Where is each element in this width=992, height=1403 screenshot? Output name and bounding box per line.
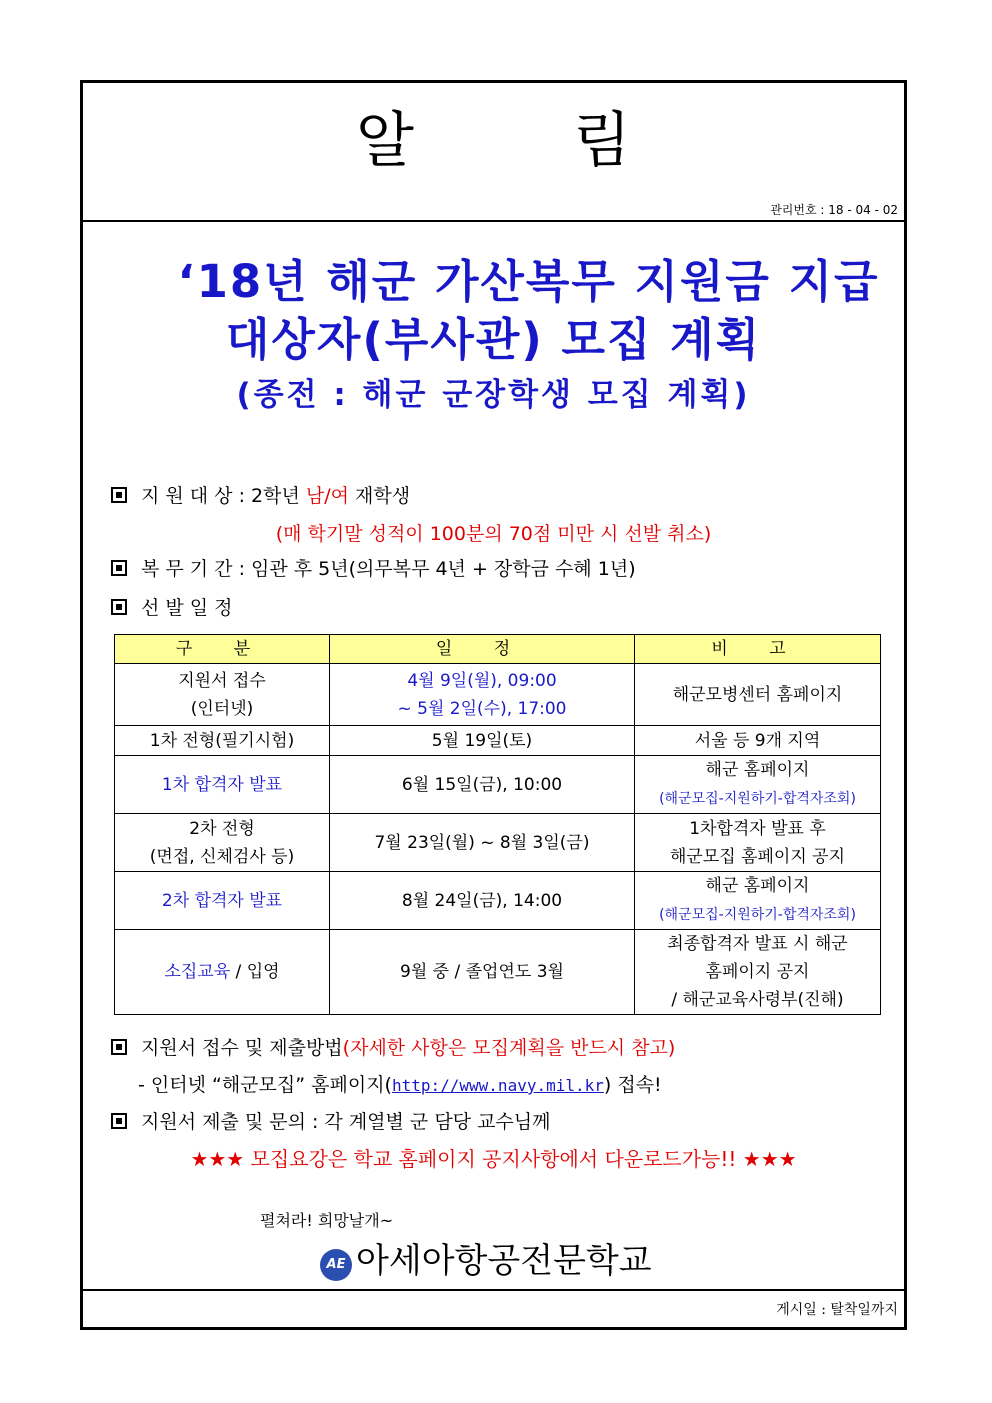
target-gender: 남/여: [305, 485, 349, 507]
notice-frame: [80, 80, 907, 1330]
header-date: 일 정: [330, 635, 635, 664]
row-date: 7월 23일(월) ~ 8월 3일(금): [330, 814, 635, 872]
header-remark: 비 고: [635, 635, 881, 664]
row-remark: 1차합격자 발표 후 해군모집 홈페이지 공지: [635, 814, 881, 872]
navy-homepage-link[interactable]: http://www.navy.mil.kr: [391, 1076, 604, 1095]
target-rest: 재학생: [348, 485, 411, 507]
square-bullet-icon: [111, 1113, 127, 1129]
row-category: 소집교육 / 입영: [115, 930, 330, 1015]
service-item: [111, 554, 636, 581]
square-bullet-icon: [111, 1039, 127, 1055]
row-date: 5월 19일(토): [330, 726, 635, 756]
posting-period: 게시일 : 탈착일까지: [776, 1302, 898, 1318]
row-date: 4월 9일(월), 09:00 ~ 5월 2일(수), 17:00: [330, 664, 635, 726]
square-bullet-icon: [111, 599, 127, 615]
row-category: 2차 전형 (면접, 신체검사 등): [115, 814, 330, 872]
main-title: [83, 253, 904, 421]
main-title-line2: 대상자(부사관) 모집 계획: [225, 313, 762, 366]
table-row: [115, 664, 881, 726]
notice-header: [83, 83, 904, 222]
slogan: 펼쳐라! 희망날개~: [260, 1211, 394, 1230]
row-remark: 해군 홈페이지 (해군모집-지원하기-합격자조회): [635, 872, 881, 930]
row-remark: 해군 홈페이지 (해군모집-지원하기-합격자조회): [635, 756, 881, 814]
submit-item: [111, 1033, 675, 1060]
service-text: 복 무 기 간 : 임관 후 5년(의무복무 4년 + 장학금 수혜 1년): [141, 558, 636, 580]
square-bullet-icon: [111, 560, 127, 576]
main-title-line3: (종전 : 해군 군장학생 모집 계획): [236, 377, 751, 413]
table-row: [115, 726, 881, 756]
schedule-table: [114, 634, 881, 1015]
row-category: 1차 전형(필기시험): [115, 726, 330, 756]
download-notice: ★★★ 모집요강은 학교 홈페이지 공지사항에서 다운로드가능!! ★★★: [190, 1147, 797, 1171]
inquiry-text: 지원서 제출 및 문의 : 각 계열별 군 담당 교수님께: [141, 1111, 551, 1133]
table-header-row: [115, 635, 881, 664]
table-row: [115, 756, 881, 814]
square-bullet-icon: [111, 487, 127, 503]
schedule-label: 선 발 일 정: [141, 597, 233, 619]
school-name: 아세아항공전문학교: [356, 1241, 652, 1281]
row-remark: 최종합격자 발표 시 해군 홈페이지 공지 / 해군교육사령부(진해): [635, 930, 881, 1015]
row-date: 6월 15일(금), 10:00: [330, 756, 635, 814]
row-date: 8월 24일(금), 14:00: [330, 872, 635, 930]
row-remark: 해군모병센터 홈페이지: [635, 664, 881, 726]
table-row: [115, 872, 881, 930]
submit-subitem: - 인터넷 “해군모집” 홈페이지(http://www.navy.mil.kr) 접속!: [138, 1074, 662, 1096]
target-label: 지 원 대 상 : 2학년: [141, 485, 306, 507]
row-date: 9월 중 / 졸업연도 3월: [330, 930, 635, 1015]
submit-note: (자세한 사항은 모집계획을 반드시 참고): [342, 1037, 676, 1059]
table-row: [115, 930, 881, 1015]
school-logo-icon: AE: [320, 1249, 352, 1281]
row-category: 2차 합격자 발표: [115, 872, 330, 930]
row-remark: 서울 등 9개 지역: [635, 726, 881, 756]
table-row: [115, 814, 881, 872]
header-category: 구 분: [115, 635, 330, 664]
row-category: 지원서 접수 (인터넷): [115, 664, 330, 726]
row-category: 1차 합격자 발표: [115, 756, 330, 814]
target-item: [111, 481, 410, 508]
schedule-item: [111, 593, 233, 620]
management-number: 관리번호 : 18 - 04 - 02: [770, 203, 898, 217]
submit-label: 지원서 접수 및 제출방법: [141, 1037, 343, 1059]
notice-title: 알 림: [356, 106, 701, 176]
grade-note: (매 학기말 성적이 100분의 70점 미만 시 선발 취소): [275, 523, 712, 545]
school-signature: [320, 1233, 652, 1282]
main-title-line1: ‘18년 해군 가산복무 지원금 지급: [177, 255, 880, 308]
notice-footer: [83, 1289, 904, 1327]
inquiry-item: [111, 1107, 550, 1134]
